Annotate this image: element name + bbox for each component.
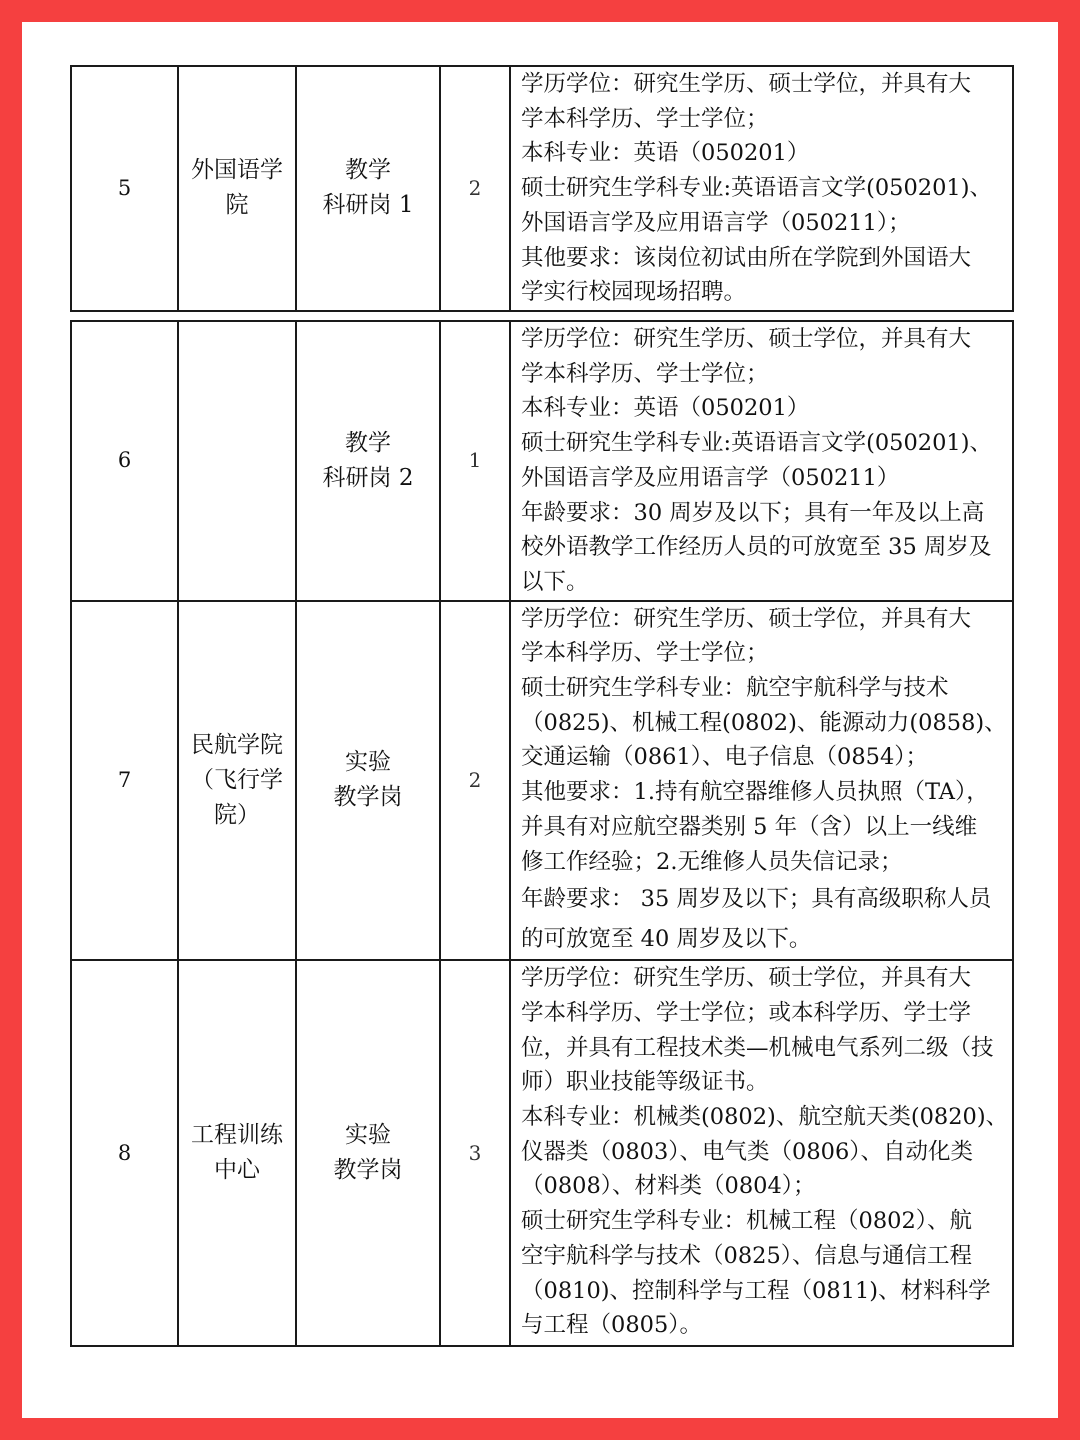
department-line: （飞行学 xyxy=(191,766,283,793)
position-cell xyxy=(296,66,440,311)
requirement-line: 其他要求：1.持有航空器维修人员执照（TA）， xyxy=(521,779,989,806)
requirement-line: 本科专业：英语（050201） xyxy=(521,140,810,167)
headcount: 3 xyxy=(440,960,510,1346)
position-line: 教学 xyxy=(345,429,391,456)
requirement-line: 并具有对应航空器类别 5 年（含）以上一线维 xyxy=(521,813,978,840)
department-line: 院 xyxy=(225,192,249,219)
department-cell xyxy=(178,960,296,1346)
row-number: 5 xyxy=(71,66,178,311)
position-line: 科研岗 1 xyxy=(322,192,414,219)
requirement-line: 学历学位：研究生学历、硕士学位，并具有大 xyxy=(521,605,972,632)
requirement-line: 仪器类（0803）、电气类（0806）、自动化类 xyxy=(521,1138,974,1165)
department-cell xyxy=(178,66,296,311)
requirement-line: 学本科学历、学士学位； xyxy=(521,360,769,387)
requirement-line: 修工作经验；2.无维修人员失信记录； xyxy=(521,848,903,875)
requirement-line: 本科专业：机械类(0802)、航空航天类(0820)、 xyxy=(521,1104,1009,1131)
requirement-line: 交通运输（0861）、电子信息（0854）； xyxy=(521,744,929,771)
requirement-line: （0808）、材料类（0804）； xyxy=(521,1173,816,1200)
position-line: 教学岗 xyxy=(333,784,403,811)
requirement-line: 年龄要求： 35 周岁及以下；具有高级职称人员 xyxy=(521,886,992,913)
requirements-cell xyxy=(510,960,1013,1346)
requirement-line: 学历学位：研究生学历、硕士学位，并具有大 xyxy=(521,71,972,97)
row-number: 7 xyxy=(71,601,178,961)
position-line: 教学岗 xyxy=(333,1157,403,1184)
requirements-cell xyxy=(510,321,1013,601)
requirements-cell xyxy=(510,601,1013,961)
requirement-line: 师）职业技能等级证书。 xyxy=(521,1069,769,1096)
requirement-line: 外国语言学及应用语言学（050211）； xyxy=(521,209,911,236)
recruitment-table-top xyxy=(70,65,1014,312)
row-number: 6 xyxy=(71,321,178,601)
requirement-line: 学历学位：研究生学历、硕士学位，并具有大 xyxy=(521,326,972,352)
department-line: 工程训练 xyxy=(191,1122,283,1149)
requirement-line: 学本科学历、学士学位； xyxy=(521,640,769,667)
watermark-badge xyxy=(1006,1396,1044,1410)
position-line: 实验 xyxy=(345,749,391,776)
requirement-line: 硕士研究生学科专业:英语语言文学(050201)、 xyxy=(521,430,993,457)
requirement-line: 学本科学历、学士学位； xyxy=(521,105,769,132)
position-cell xyxy=(296,321,440,601)
table-row xyxy=(71,66,1013,311)
table-row xyxy=(71,601,1013,961)
requirement-line: 与工程（0805）。 xyxy=(521,1312,703,1339)
requirement-line: 校外语教学工作经历人员的可放宽至 35 周岁及 xyxy=(521,534,992,561)
position-cell xyxy=(296,960,440,1346)
department-line: 外国语学 xyxy=(191,157,283,184)
requirement-line: 外国语言学及应用语言学（050211） xyxy=(521,464,900,491)
requirement-line: 的可放宽至 40 周岁及以下。 xyxy=(521,926,812,953)
position-cell xyxy=(296,601,440,961)
requirement-line: 学历学位：研究生学历、硕士学位，并具有大 xyxy=(521,965,972,992)
requirement-line: 硕士研究生学科专业：航空宇航科学与技术 xyxy=(521,675,949,702)
department-line: 中心 xyxy=(214,1157,260,1184)
requirement-line: 位，并具有工程技术类—机械电气系列二级（技 xyxy=(521,1034,994,1061)
recruitment-table-bottom xyxy=(70,320,1014,1347)
requirement-line: 学实行校园现场招聘。 xyxy=(521,279,747,306)
requirement-line: 本科专业：英语（050201） xyxy=(521,395,810,422)
requirement-line: （0810)、控制科学与工程（0811)、材料科学 xyxy=(521,1277,991,1304)
table-row xyxy=(71,960,1013,1346)
department-line: 民航学院 xyxy=(191,731,283,758)
position-line: 实验 xyxy=(345,1122,391,1149)
department-cell xyxy=(178,321,296,601)
requirement-line: 空宇航科学与技术（0825）、信息与通信工程 xyxy=(521,1242,973,1269)
department-line: 院） xyxy=(214,801,260,828)
requirement-line: 以下。 xyxy=(521,568,589,595)
row-number: 8 xyxy=(71,960,178,1346)
headcount: 1 xyxy=(440,321,510,601)
table-row xyxy=(71,321,1013,601)
headcount: 2 xyxy=(440,601,510,961)
department-cell xyxy=(178,601,296,961)
headcount: 2 xyxy=(440,66,510,311)
requirement-line: 其他要求：该岗位初试由所在学院到外国语大 xyxy=(521,244,972,271)
requirement-line: 硕士研究生学科专业:英语语言文学(050201)、 xyxy=(521,175,993,202)
position-line: 教学 xyxy=(345,157,391,184)
requirement-line: （0825)、机械工程(0802)、能源动力(0858)、 xyxy=(521,709,1007,736)
requirement-line: 硕士研究生学科专业：机械工程（0802）、航 xyxy=(521,1208,973,1235)
requirements-cell xyxy=(510,66,1013,311)
document-page xyxy=(22,22,1058,1418)
requirement-line: 学本科学历、学士学位；或本科学历、学士学 xyxy=(521,999,972,1026)
position-line: 科研岗 2 xyxy=(322,464,414,491)
requirement-line: 年龄要求：30 周岁及以下；具有一年及以上高 xyxy=(521,499,985,526)
